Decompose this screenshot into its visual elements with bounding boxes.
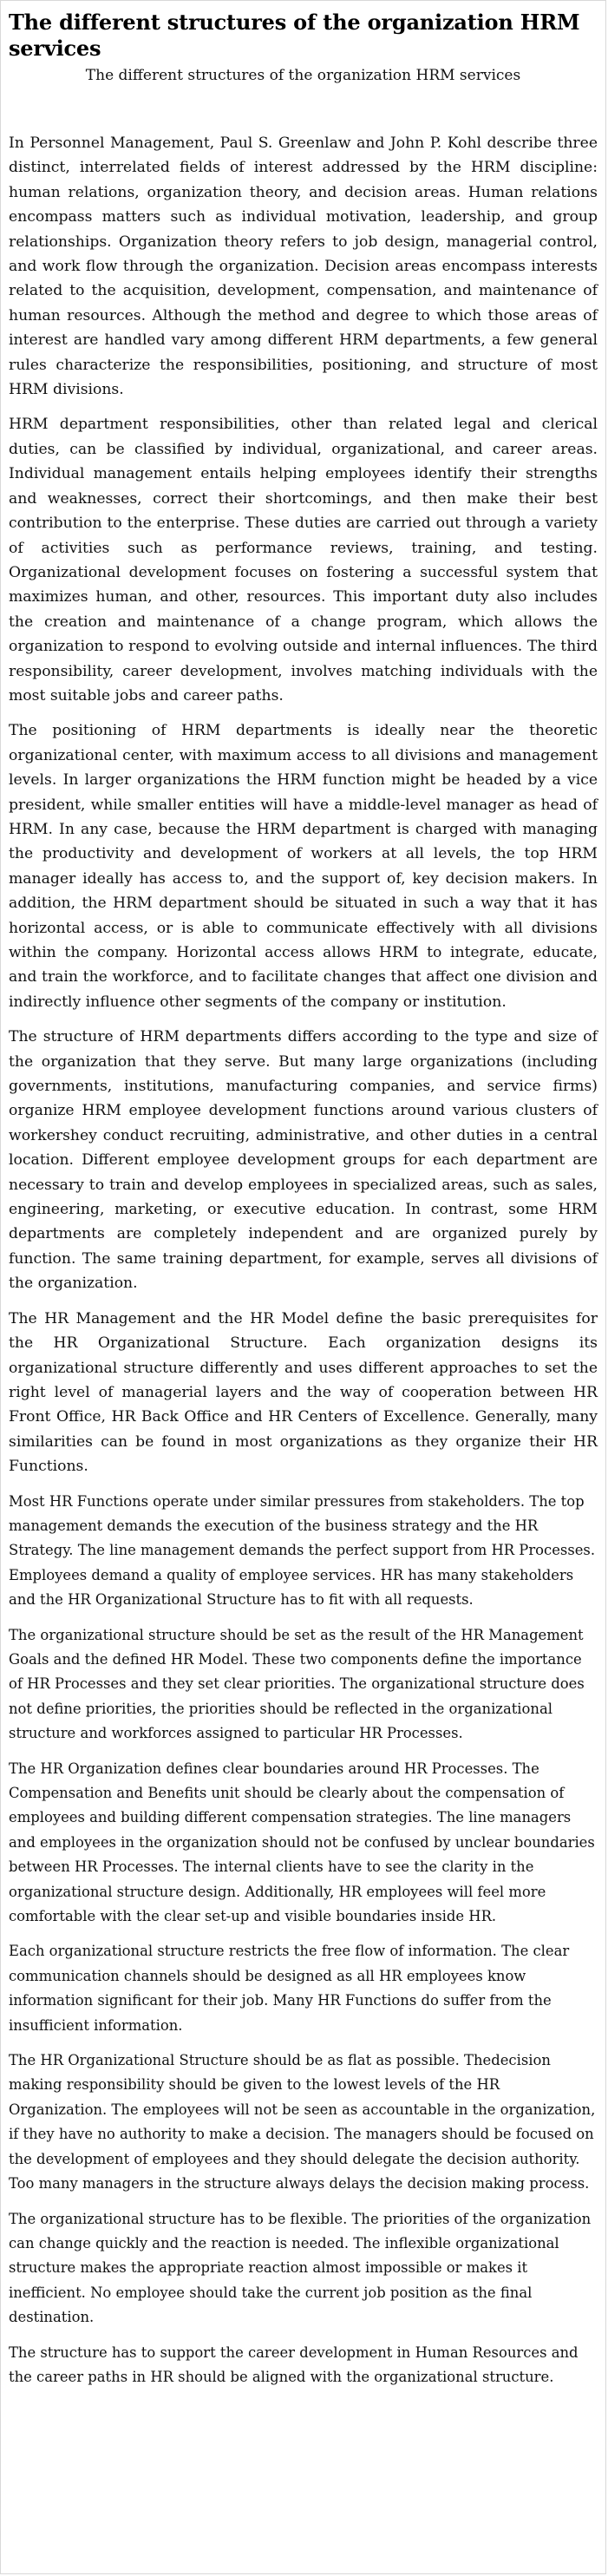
paragraph-12: The structure has to support the career development in Human Resources and the career paths in HR should be aligned with the organizational structure. — [9, 2343, 579, 2385]
paragraph-2: HRM department responsibilities, other than related legal and clerical duties, can be classified by individual, organizational, and career areas. Individual management entails helping employees identify their strengths and weaknesses, correct their shortcomings, and then make their best contribution to the enterprise. These duties are carried out through a variety of activities such as performance reviews, training, and testing. Organizational development focuses on fostering a successful system that maximizes human, and other, resources. This important duty also includes the creation and maintenance of a change program, which allows the organization to respond to evolving outside and internal influences. The third responsibility, career development, involves matching individuals with the most suitable jobs and career paths. — [9, 416, 598, 705]
paragraph-8: The HR Organization defines clear boundaries around HR Processes. The Compensation and Benefits unit should be clearly about the compensation of employees and building different compensation strategies. The line managers and employees in the organization should not be confused by unclear boundaries between HR Processes. The internal clients have to see the clarity in the organizational structure design. Additionally, HR employees will feel more comfortable with the clear set-up and visible boundaries inside HR. — [9, 1760, 595, 1925]
paragraph-10: The HR Organizational Structure should be as flat as possible. Thedecision making responsibility should be given to the lowest levels of the HR Organization. The employees will not be seen as accountable in the organization, if they have no authority to make a decision. The managers should be focused on the development of employees and they should delegate the decision authority. Too many managers in the structure always delays the decision making process. — [9, 2052, 596, 2193]
paragraph-3: The positioning of HRM departments is ideally near the theoretic organizational center, with maximum access to all divisions and management levels. In larger organizations the HRM function might be headed by a vice president, while smaller entities will have a middle-level manager as head of HRM. In any case, because the HRM department is charged with managing the productivity and development of workers at all levels, the top HRM manager ideally has access to, and the support of, key decision makers. In addition, the HRM department should be situated in such a way that it has horizontal access, or is able to communicate effectively with all divisions within the company. Horizontal access allows HRM to integrate, educate, and train the workforce, and to facilitate changes that affect one division and indirectly influence other segments of the company or institution. — [9, 722, 598, 1011]
paragraph-9: Each organizational structure restricts the free flow of information. The clear communication channels should be designed as all HR employees know information significant for their job. Many HR Functions do suffer from the insufficient information. — [9, 1943, 570, 2034]
paragraph-5: The HR Management and the HR Model define the basic prerequisites for the HR Organizational Structure. Each organization designs its organizational structure differently and uses different approaches to set the right level of managerial layers and the way of cooperation between HR Front Office, HR Back Office and HR Centers of Excellence. Generally, many similarities can be found in most organizations as they organize their HR Functions. — [9, 1309, 598, 1476]
paragraph-7: The organizational structure should be set as the result of the HR Management Goals and the defined HR Model. These two components define the importance of HR Processes and they set clear priorities. The organizational structure does not define priorities, the priorities should be reflected in the organizational structure and workforces assigned to particular HR Processes. — [9, 1626, 585, 1742]
page-title: The different structures of the organization HRM services — [9, 10, 580, 61]
paragraph-1: In Personnel Management, Paul S. Greenlaw and John P. Kohl describe three distinct, interrelated fields of interest addressed by the HRM discipline: human relations, organization theory, and decision areas. Human relations encompass matters such as individual motivation, leadership, and group relationships. Organization theory refers to job design, managerial control, and work flow through the organization. Decision areas encompass interests related to the acquisition, development, compensation, and maintenance of human resources. Although the method and degree to which those areas of interest are handled vary among different HRM departments, a few general rules characterize the responsibilities, positioning, and structure of most HRM divisions. — [9, 134, 598, 399]
paragraph-6: Most HR Functions operate under similar pressures from stakeholders. The top management demands the execution of the business strategy and the HR Strategy. The line management demands the perfect support from HR Processes. Employees demand a quality of employee services. HR has many stakeholders and the HR Organizational Structure has to fit with all requests. — [9, 1492, 596, 1609]
page-subtitle: The different structures of the organization HRM services — [85, 67, 521, 84]
paragraph-11: The organizational structure has to be flexible. The priorities of the organization can change quickly and the reaction is needed. The inflexible organizational structure makes the appropriate reaction almost impossible or makes it inefficient. No employee should take the current job position as the final destination. — [9, 2210, 592, 2326]
article-body — [1, 86, 605, 2389]
paragraph-4: The structure of HRM departments differs according to the type and size of the organization that they serve. But many large organizations (including governments, institutions, manufacturing companies, and service firms) organize HRM employee development functions around various clusters of workershey conduct recruiting, administrative, and other duties in a central location. Different employee development groups for each department are necessary to train and develop employees in specialized areas, such as sales, engineering, marketing, or executive education. In contrast, some HRM departments are completely independent and are organized purely by function. The same training department, for example, serves all divisions of the organization. — [9, 1028, 598, 1293]
